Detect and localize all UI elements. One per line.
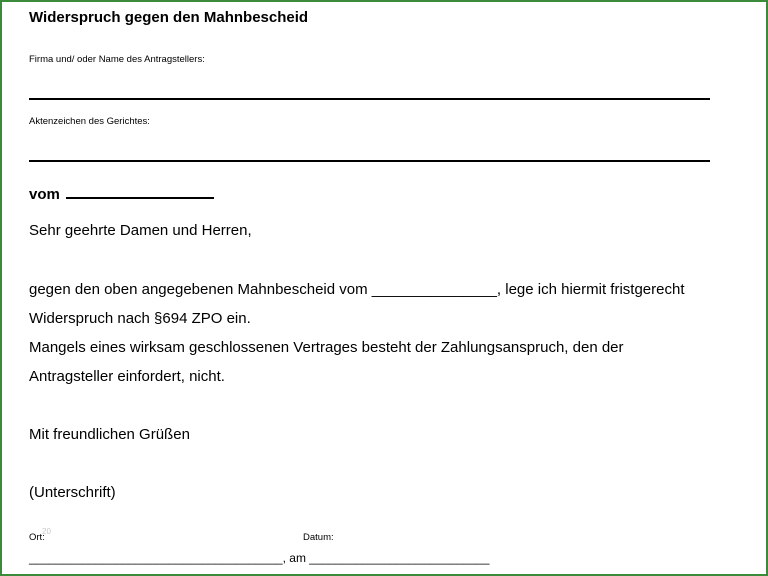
document-title: Widerspruch gegen den Mahnbescheid [29,9,309,26]
paragraph-line-2: Widerspruch nach §694 ZPO ein. [29,310,251,327]
vom-row [29,183,214,203]
applicant-label: Firma und/ oder Name des Antragstellers: [29,54,205,65]
case-number-line [29,160,710,162]
vom-label: vom [29,186,60,203]
watermark: 20 [42,527,51,536]
salutation: Sehr geehrte Damen und Herren, [29,222,252,239]
paragraph-line-3: Mangels eines wirksam geschlossenen Vertrages besteht der Zahlungsanspruch, den der [29,339,624,356]
case-number-label: Aktenzeichen des Gerichtes: [29,116,150,127]
vom-blank-line [66,183,214,199]
signature-placeholder: (Unterschrift) [29,484,116,501]
place-label: Ort: [29,532,45,543]
paragraph-line-1: gegen den oben angegebenen Mahnbescheid vom _______________, lege ich hiermit fristgerecht [29,281,685,298]
place-date-line: ______________________________________, am ___________________________ [29,551,490,565]
date-label: Datum: [303,532,334,543]
applicant-line [29,98,710,100]
closing: Mit freundlichen Grüßen [29,426,190,443]
paragraph-line-4: Antragsteller einfordert, nicht. [29,368,225,385]
